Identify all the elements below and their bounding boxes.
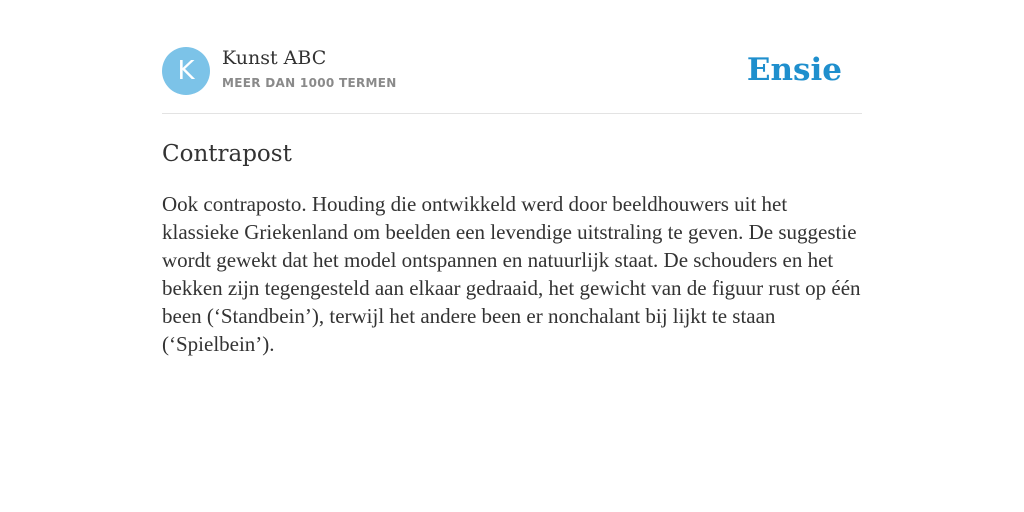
source-avatar[interactable]: K [162, 47, 210, 95]
term-card [162, 46, 862, 358]
card-header [162, 46, 862, 114]
term-definition: Ook contraposto. Houding die ontwikkeld werd door beeldhouwers uit het klassieke Griekenland om beelden een levendige uitstraling te geven. De suggestie wordt gewekt dat het model ontspannen en natuurlijk staat. De schouders en het bekken zijn tegengesteld aan elkaar gedraaid, het gewicht van de figuur rust op één been (‘Standbein’), terwijl het andere been er nonchalant bij lijkt te staan (‘Spielbein’). [162, 192, 861, 356]
source-name[interactable]: Kunst ABC [222, 47, 327, 69]
source-term-count: MEER DAN 1000 TERMEN [222, 76, 397, 90]
ensie-logo[interactable]: Ensie [746, 52, 842, 88]
term-title: Contrapost [162, 141, 292, 167]
